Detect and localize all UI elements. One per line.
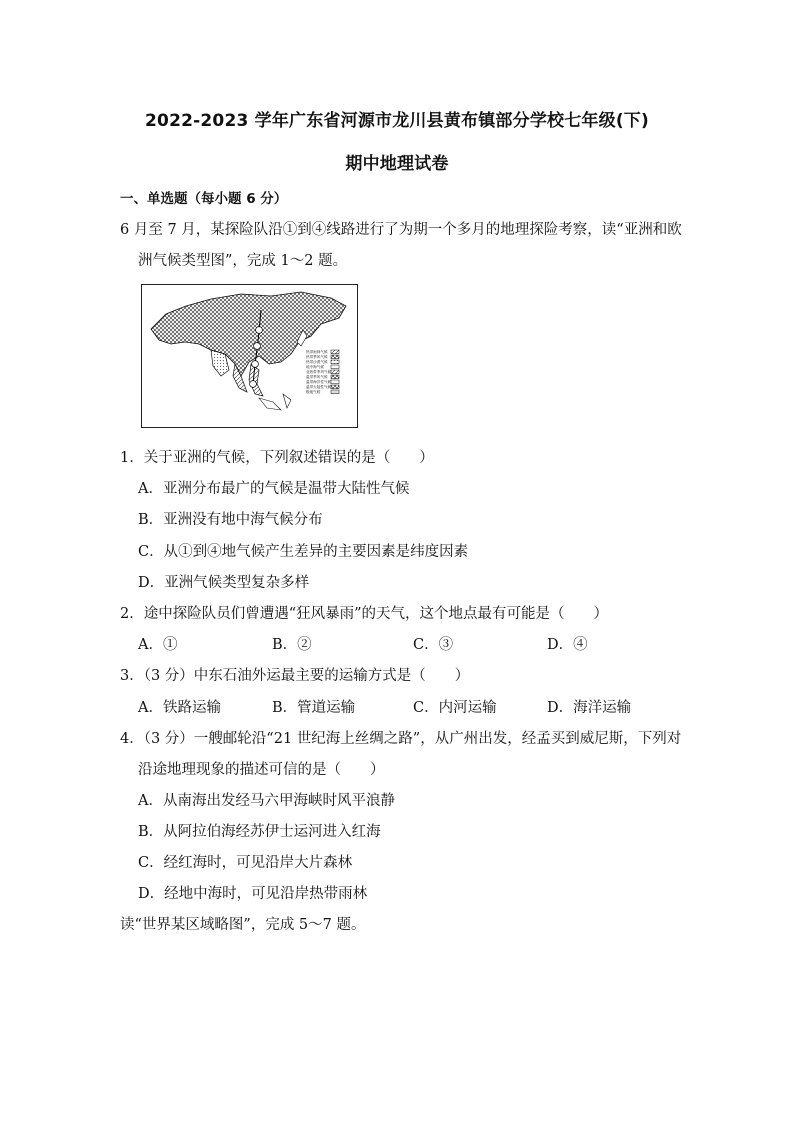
legend-label-6: 温带季风气候 <box>306 375 328 379</box>
legend-label-5: 亚热带季风气候 <box>306 370 332 374</box>
legend-label-7: 温带海洋性气候 <box>306 380 332 384</box>
legend-label-1: 热带雨林气候 <box>306 350 328 354</box>
q4-stem-line2: 沿途地理现象的描述可信的是（ ） <box>138 762 385 778</box>
q1-option-d: D．亚洲气候类型复杂多样 <box>138 575 310 591</box>
q2-option-b: B．② <box>272 637 312 653</box>
exam-title-line1: 2022-2023 学年广东省河源市龙川县黄布镇部分学校七年级(下) <box>145 111 649 131</box>
legend-label-3: 热带沙漠气候 <box>306 360 328 364</box>
legend-label-4: 地中海气候 <box>306 365 324 369</box>
q2-option-c: C．③ <box>413 637 454 653</box>
q3-option-c: C．内河运输 <box>413 700 497 716</box>
q1-stem: 1．关于亚洲的气候，下列叙述错误的是（ ） <box>120 450 434 466</box>
q4-option-b: B．从阿拉伯海经苏伊士运河进入红海 <box>138 824 381 840</box>
legend-label-9: 极地气候 <box>306 390 321 394</box>
q3-option-d: D．海洋运输 <box>547 700 632 716</box>
asia-europe-climate-map <box>141 284 358 428</box>
q4-stem-line1: 4．（3 分）一艘邮轮沿“21 世纪海上丝绸之路”，从广州出发，经孟买到威尼斯，下列对 <box>120 731 682 747</box>
q4-option-a: A．从南海出发经马六甲海峡时风平浪静 <box>138 793 395 809</box>
q4-option-c: C．经红海时，可见沿岸大片森林 <box>138 855 353 871</box>
q3-option-b: B．管道运输 <box>272 700 356 716</box>
q1-option-c: C．从①到④地气候产生差异的主要因素是纬度因素 <box>138 544 469 560</box>
intro-line1: 6 月至 7 月，某探险队沿①到④线路进行了为期一个多月的地理探险考察，读“亚洲和欧 <box>120 222 682 238</box>
q3-option-a: A．铁路运输 <box>138 700 221 716</box>
legend-label-2: 热带季风气候 <box>306 355 328 359</box>
q2-option-d: D．④ <box>547 637 588 653</box>
q2-option-a: A．① <box>138 637 178 653</box>
q3-stem: 3．（3 分）中东石油外运最主要的运输方式是（ ） <box>120 668 470 684</box>
intro-line2: 洲气候类型图”，完成 1～2 题。 <box>138 253 348 269</box>
q1-option-a: A．亚洲分布最广的气候是温带大陆性气候 <box>138 481 410 497</box>
reading-prompt: 读“世界某区域略图”，完成 5～7 题。 <box>120 917 366 933</box>
q2-stem: 2．途中探险队员们曾遭遇“狂风暴雨”的天气，这个地点最有可能是（ ） <box>120 606 609 622</box>
legend-label-8: 温带大陆性气候 <box>306 385 332 389</box>
exam-title-line2: 期中地理试卷 <box>345 154 449 174</box>
q1-option-b: B．亚洲没有地中海气候分布 <box>138 512 323 528</box>
section-heading: 一、单选题（每小题 6 分） <box>120 191 288 207</box>
q4-option-d: D．经地中海时，可见沿岸热带雨林 <box>138 886 368 902</box>
